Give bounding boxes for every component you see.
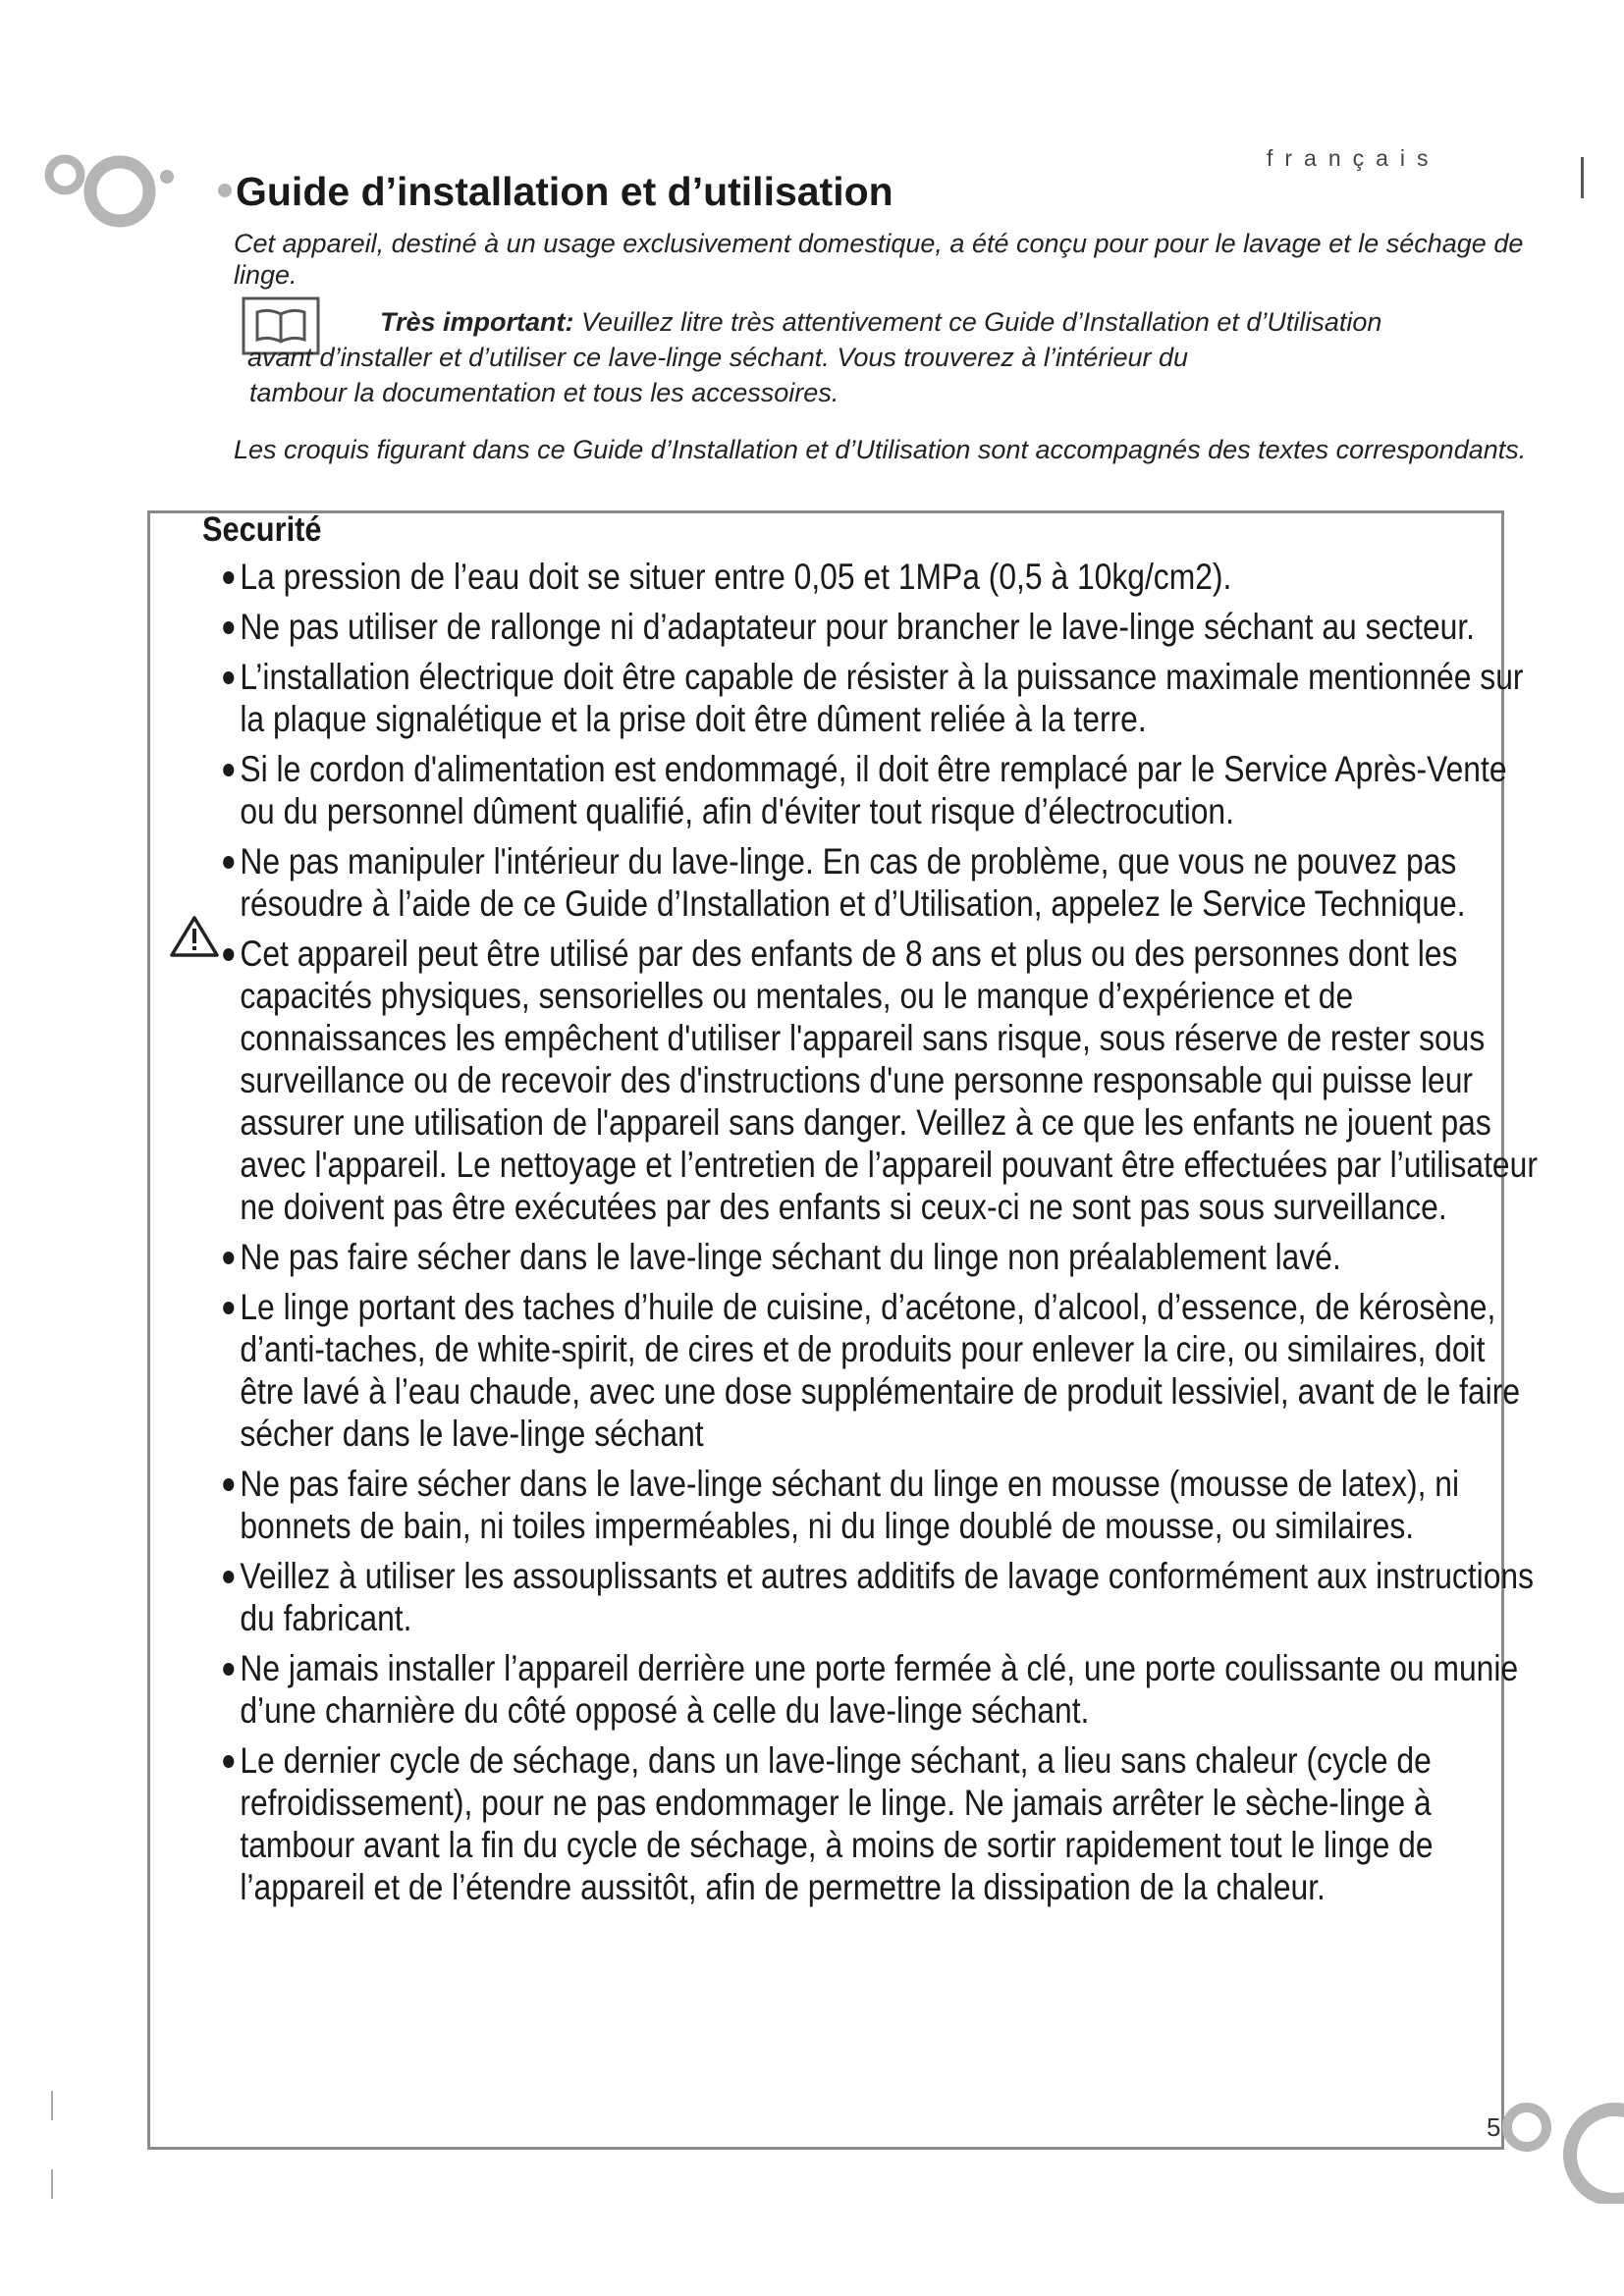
bullet-icon — [223, 1302, 234, 1314]
list-item: La pression de l’eau doit se situer entre 0,05 et 1MPa (0,5 à 10kg/cm2). — [218, 556, 1544, 598]
bullet-icon — [223, 1252, 234, 1264]
bullet-icon — [223, 764, 234, 776]
intro-text: Cet appareil, destiné à un usage exclusivement domestique, a été conçu pour pour le lavage et le séchage de linge. — [234, 229, 1524, 290]
bullet-icon — [223, 1663, 234, 1676]
important-label: Très important: — [380, 307, 574, 337]
section-title-securite: Securité — [202, 510, 322, 549]
page-title: Guide d’installation et d’utilisation — [236, 169, 893, 214]
bullet-icon — [223, 856, 234, 869]
bullet-icon — [223, 671, 234, 684]
bullet-icon — [223, 948, 234, 961]
list-item: Ne pas manipuler l'intérieur du lave-linge. En cas de problème, que vous ne pouvez pas résoudre à l’aide de ce Guide d’Installation et d’Utilisation, appelez le Service Technique. — [218, 840, 1544, 925]
bullet-icon — [223, 1755, 234, 1768]
list-item: Ne pas utiliser de rallonge ni d’adaptateur pour brancher le lave-linge séchant au secteur. — [218, 606, 1544, 648]
edge-mark — [1581, 157, 1584, 198]
circles-logo-icon — [43, 147, 240, 236]
list-item: Veillez à utiliser les assouplissants et autres additifs de lavage conformément aux instructions du fabricant. — [218, 1555, 1544, 1639]
margin-tick — [51, 2169, 53, 2199]
safety-list — [218, 556, 1538, 1916]
important-text-1: Veuillez litre très attentivement ce Guide d’Installation et d’Utilisation — [581, 307, 1382, 337]
important-notice — [247, 304, 1553, 410]
important-line-1 — [247, 304, 1553, 340]
list-item: Ne pas faire sécher dans le lave-linge séchant du linge non préalablement lavé. — [218, 1236, 1544, 1278]
page-number: 5 — [1487, 2112, 1501, 2142]
warning-icon — [169, 915, 220, 958]
list-item: L’installation électrique doit être capable de résister à la puissance maximale mentionnée sur la plaque signalétique et la prise doit être dûment reliée à la terre. — [218, 656, 1544, 740]
list-item: Ne jamais installer l’appareil derrière une porte fermée à clé, une porte coulissante ou munie d’une charnière du côté opposé à celle du lave-linge séchant. — [218, 1647, 1544, 1732]
list-item: Le linge portant des taches d’huile de cuisine, d’acétone, d’alcool, d’essence, de kérosène, d’anti-taches, de white-spirit, de cires et de produits pour enlever la cire, ou similaires, doit être lavé à l’eau chaude, avec une dose supplémentaire de produit lessiviel, avant de le faire sécher dans le lave-linge séchant — [218, 1286, 1544, 1455]
important-line-2: avant d’installer et d’utiliser ce lave-linge séchant. Vous trouverez à l’intérieur du — [247, 343, 1188, 372]
bullet-icon — [223, 621, 234, 634]
important-line-3: tambour la documentation et tous les accessoires. — [249, 378, 839, 407]
bullet-icon — [223, 1571, 234, 1583]
bullet-icon — [223, 571, 234, 584]
list-item: Le dernier cycle de séchage, dans un lave-linge séchant, a lieu sans chaleur (cycle de refroidissement), pour ne pas endommager le linge. Ne jamais arrêter le sèche-linge à tambour avant la fin du cycle de séchage, à moins de sortir rapidement tout le linge de l’appareil et de l’étendre aussitôt, afin de permettre la dissipation de la chaleur. — [218, 1739, 1544, 1908]
list-item: Ne pas faire sécher dans le lave-linge séchant du linge en mousse (mousse de latex), ni bonnets de bain, ni toiles imperméables, ni du linge doublé de mousse, ou similaires. — [218, 1463, 1544, 1547]
list-item: Cet appareil peut être utilisé par des enfants de 8 ans et plus ou des personnes dont les capacités physiques, sensorielles ou mentales, ou le manque d’expérience et de connaissances les empêchent d'utiliser l'appareil sans risque, sous réserve de rester sous surveillance ou de recevoir des d'instructions d'une personne responsable qui puisse leur assurer une utilisation de l'appareil sans danger. Veillez à ce que les enfants ne jouent pas avec l'appareil. Le nettoyage et l’entretien de l’appareil pouvant être effectuées par l’utilisateur ne doivent pas être exécutées par des enfants si ceux-ci ne sont pas sous surveillance. — [218, 933, 1544, 1228]
sketches-note: Les croquis figurant dans ce Guide d’Installation et d’Utilisation sont accompagnés des textes correspondants. — [234, 435, 1527, 464]
language-label: français — [1267, 145, 1440, 171]
margin-tick — [51, 2091, 53, 2120]
circles-corner-icon — [1497, 2056, 1624, 2204]
list-item: Si le cordon d'alimentation est endommagé, il doit être remplacé par le Service Après-Vente ou du personnel dûment qualifié, afin d'éviter tout risque d’électrocution. — [218, 748, 1544, 832]
bullet-icon — [223, 1478, 234, 1491]
